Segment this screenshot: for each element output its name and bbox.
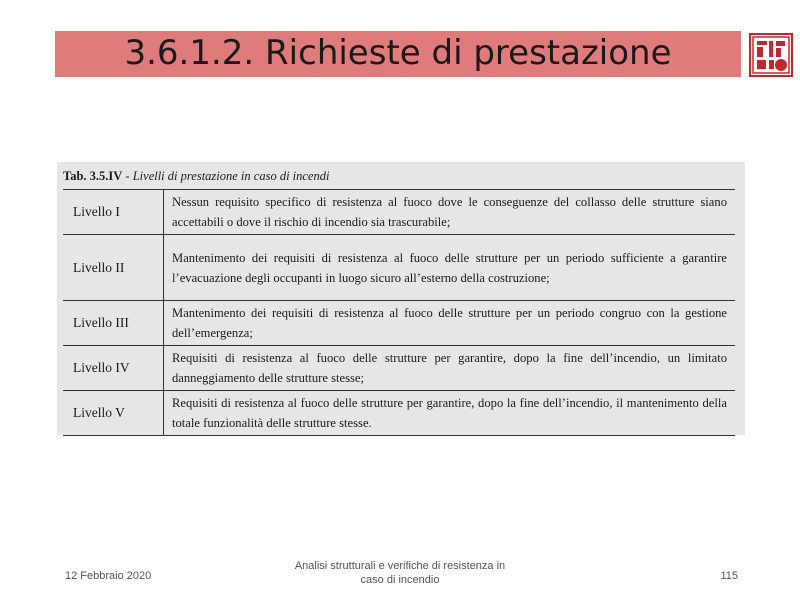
footer-title-line: caso di incendio xyxy=(360,574,440,586)
table-row xyxy=(63,235,735,301)
table-row xyxy=(63,346,735,391)
level-cell: Livello IV xyxy=(63,346,164,391)
footer-date: 12 Febbraio 2020 xyxy=(65,570,152,582)
slide-title: 3.6.1.2. Richieste di prestazione xyxy=(124,33,672,73)
red-seal-logo-icon xyxy=(749,33,793,77)
description-cell: Mantenimento dei requisiti di resistenza al fuoco delle strutture per un periodo sufficiente a garantire l’evacuazione degli occupanti in luogo sicuro all’esterno della costruzione; xyxy=(172,250,727,285)
caption-lead: Tab. 3.5.IV xyxy=(63,169,123,183)
description-cell: Requisiti di resistenza al fuoco delle strutture per garantire, dopo la fine dell’incendio, un limitato danneggiamento delle strutture stesse; xyxy=(172,351,727,385)
performance-levels-table xyxy=(63,189,735,436)
footer-title-line: Analisi strutturali e verifiche di resistenza in xyxy=(294,560,506,572)
description-cell: Mantenimento dei requisiti di resistenza al fuoco delle strutture per un periodo congruo con la gestione dell’emergenza; xyxy=(172,306,727,340)
footer-title xyxy=(270,559,530,587)
table-caption xyxy=(63,169,329,184)
level-cell: Livello I xyxy=(63,190,164,235)
table-row xyxy=(63,391,735,436)
level-cell: Livello III xyxy=(63,301,164,346)
level-cell: Livello V xyxy=(63,391,164,436)
description-cell: Requisiti di resistenza al fuoco delle strutture per garantire, dopo la fine dell’incendio, il mantenimento della totale funzionalità delle strutture stesse. xyxy=(172,396,727,430)
table-row xyxy=(63,190,735,235)
table-row xyxy=(63,301,735,346)
description-cell: Nessun requisito specifico di resistenza al fuoco dove le conseguenze del collasso delle strutture siano accettabili o dove il rischio di incendio sia trascurabile; xyxy=(172,195,727,229)
caption-text: Livelli di prestazione in caso di incendi xyxy=(132,169,330,183)
caption-separator: - xyxy=(122,169,133,183)
level-cell: Livello II xyxy=(63,235,164,301)
performance-table-panel xyxy=(57,162,745,435)
page-number: 115 xyxy=(720,570,738,582)
